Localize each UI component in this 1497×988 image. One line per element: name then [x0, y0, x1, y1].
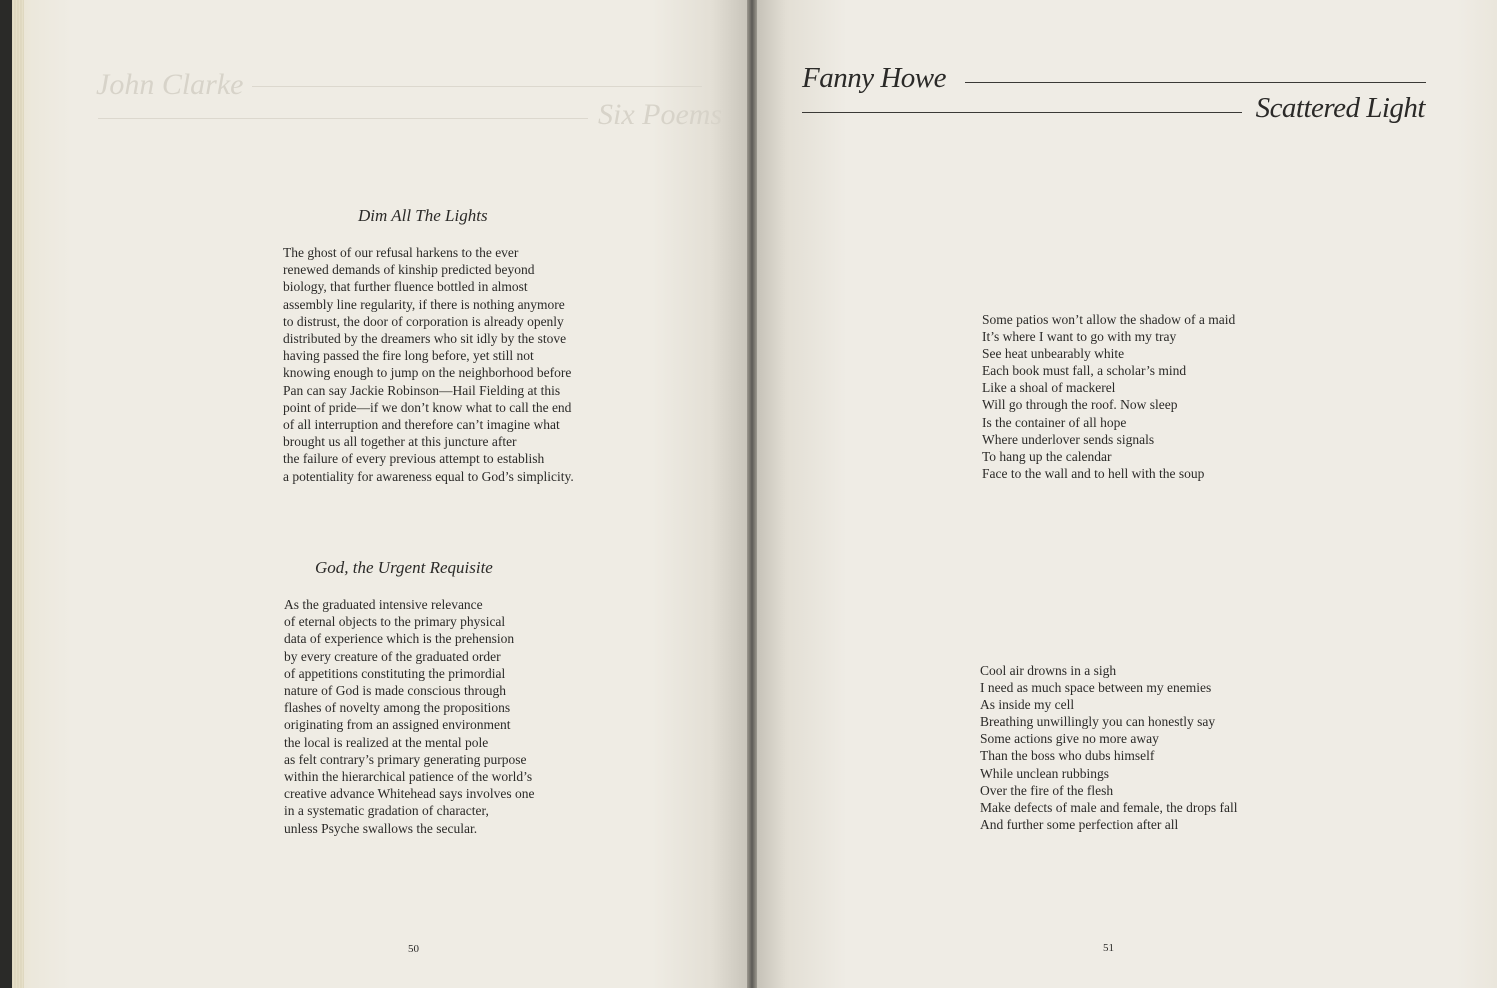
- poem-line: unless Psyche swallows the secular.: [284, 820, 478, 836]
- poem-line: by every creature of the graduated order: [284, 648, 501, 664]
- left-page: [12, 0, 747, 988]
- poem-line: distributed by the dreamers who sit idly by the stove: [283, 331, 567, 347]
- poem-line: a potentiality for awareness equal to God’s simplicity.: [283, 468, 574, 484]
- poem-line: Where underlover sends signals: [982, 431, 1155, 447]
- right-page: [757, 0, 1497, 988]
- poem-line: Some patios won’t allow the shadow of a maid: [982, 312, 1236, 327]
- poem-line: Make defects of male and female, the drops fall: [980, 799, 1238, 815]
- poem-line: Will go through the roof. Now sleep: [982, 397, 1178, 413]
- ghost-author-showthrough: John Clarke: [96, 68, 244, 101]
- header-rule-bottom: [802, 112, 1242, 113]
- poem-line: originating from an assigned environment: [284, 717, 511, 733]
- poem-line: the failure of every previous attempt to establish: [283, 451, 545, 467]
- ghost-rule-top: [252, 86, 702, 87]
- poem-line: Face to the wall and to hell with the soup: [982, 465, 1205, 481]
- poem-line: Some actions give no more away: [980, 731, 1159, 747]
- poem-line: Than the boss who dubs himself: [980, 748, 1155, 764]
- ghost-series-showthrough: Six Poems: [598, 98, 723, 131]
- poem-line: assembly line regularity, if there is nothing anymore: [283, 296, 565, 312]
- poem-line: creative advance Whitehead says involves one: [284, 786, 535, 802]
- poem-line: renewed demands of kinship predicted beyond: [283, 262, 535, 278]
- page-number-left: 50: [408, 943, 419, 955]
- poem-line: And further some perfection after all: [980, 816, 1179, 832]
- poem-line: knowing enough to jump on the neighborhood before: [283, 365, 572, 381]
- header-rule-top: [965, 82, 1426, 83]
- poem-line: Is the container of all hope: [982, 414, 1127, 430]
- poem-line: to distrust, the door of corporation is already openly: [283, 313, 564, 329]
- poem-cool-air: [980, 662, 1238, 833]
- poem-line: nature of God is made conscious through: [284, 683, 506, 699]
- author-name: Fanny Howe: [802, 62, 946, 94]
- poem-line: brought us all together at this juncture after: [283, 434, 517, 450]
- poem-line: of eternal objects to the primary physical: [284, 614, 506, 630]
- poem-line: Breathing unwillingly you can honestly say: [980, 714, 1216, 730]
- poem-line: I need as much space between my enemies: [980, 680, 1212, 696]
- poem-title-god-the-urgent-requisite: God, the Urgent Requisite: [315, 558, 493, 577]
- poem-god-the-urgent-requisite: [284, 596, 535, 837]
- poem-line: in a systematic gradation of character,: [284, 803, 489, 819]
- series-title: Scattered Light: [1255, 92, 1425, 124]
- poem-line: point of pride—if we don’t know what to call the end: [283, 399, 572, 415]
- poem-line: Cool air drowns in a sigh: [980, 663, 1117, 678]
- book-spine: [747, 0, 757, 988]
- poem-line: As the graduated intensive relevance: [284, 597, 483, 612]
- poem-line: as felt contrary’s primary generating purpose: [284, 751, 527, 767]
- poem-line: It’s where I want to go with my tray: [982, 329, 1177, 345]
- poem-line: within the hierarchical patience of the world’s: [284, 769, 533, 785]
- poem-line: To hang up the calendar: [982, 448, 1112, 464]
- poem-line: of appetitions constituting the primordial: [284, 665, 506, 681]
- poem-line: As inside my cell: [980, 697, 1075, 713]
- poem-line: Over the fire of the flesh: [980, 782, 1114, 798]
- poem-line: While unclean rubbings: [980, 765, 1109, 781]
- poem-line: Like a shoal of mackerel: [982, 380, 1116, 396]
- poem-dim-all-the-lights: [283, 244, 574, 485]
- poem-line: data of experience which is the prehension: [284, 631, 515, 647]
- ghost-rule-bottom: [98, 118, 588, 119]
- poem-line: Pan can say Jackie Robinson—Hail Fielding at this: [283, 382, 561, 398]
- poem-line: See heat unbearably white: [982, 346, 1125, 362]
- poem-line: having passed the fire long before, yet still not: [283, 348, 534, 364]
- poem-title-dim-all-the-lights: Dim All The Lights: [358, 206, 488, 225]
- poem-line: of all interruption and therefore can’t imagine what: [283, 417, 560, 433]
- poem-line: flashes of novelty among the propositions: [284, 700, 511, 716]
- page-edge-texture: [12, 0, 24, 988]
- poem-line: biology, that further fluence bottled in almost: [283, 279, 528, 295]
- poem-some-patios: [982, 311, 1235, 482]
- poem-line: the local is realized at the mental pole: [284, 734, 489, 750]
- page-number-right: 51: [1103, 942, 1114, 954]
- poem-line: The ghost of our refusal harkens to the ever: [283, 245, 519, 260]
- poem-line: Each book must fall, a scholar’s mind: [982, 363, 1187, 379]
